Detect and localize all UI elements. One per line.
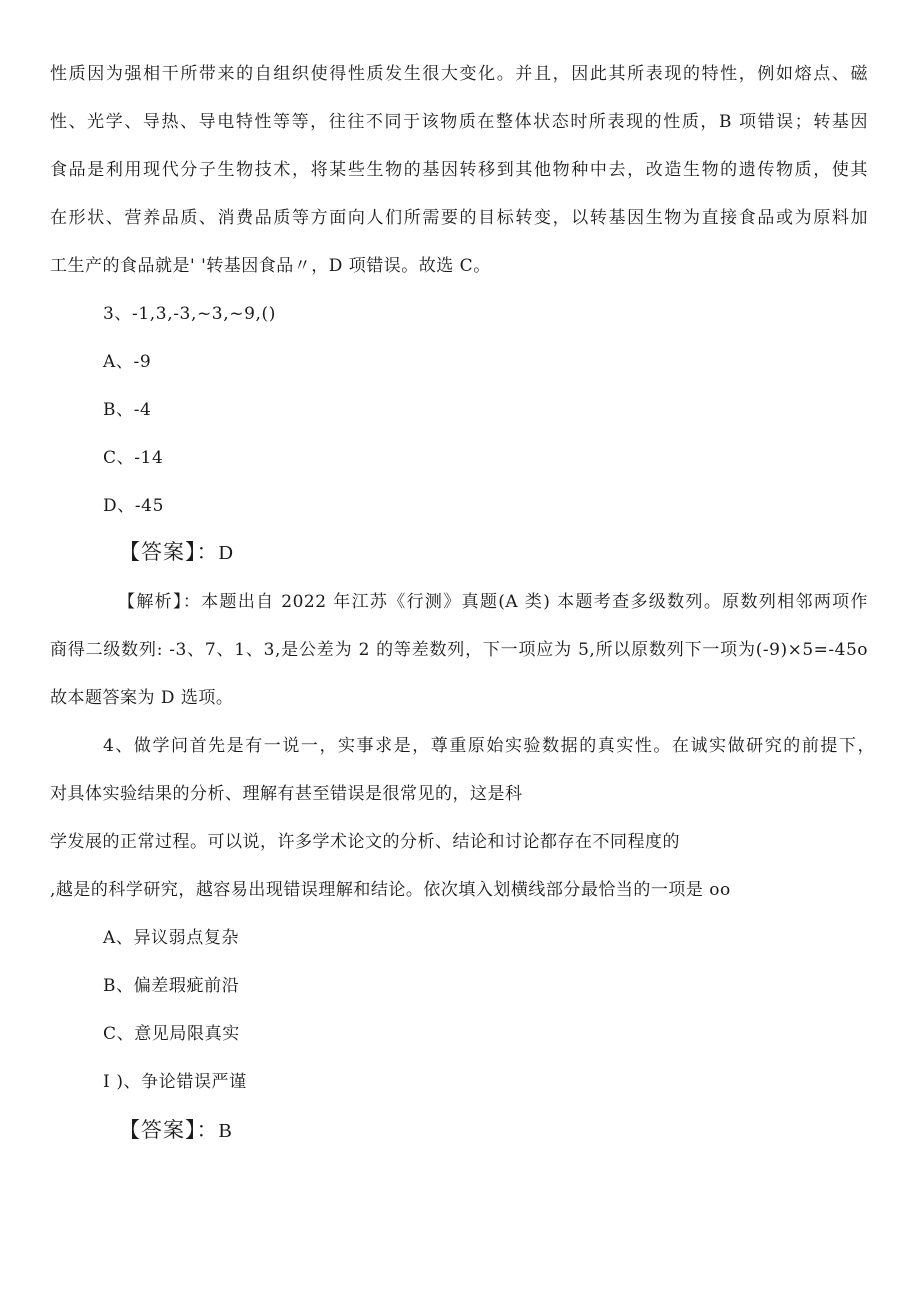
prev-explanation-line-3: 食品是利用现代分子生物技术，将某些生物的基因转移到其他物种中去，改造生物的遗传物质，使其 [50, 160, 868, 180]
q4-answer-label: 【答案】： [119, 1118, 219, 1142]
prev-explanation-line-2: 性、光学、导热、导电特性等等，往往不同于该物质在整体状态时所表现的性质，B 项错误；转基因 [50, 112, 868, 132]
q4-stem-line-2: 对具体实验结果的分析、理解有甚至错误是很常见的，这是科 [50, 784, 523, 804]
q3-answer-letter: D [218, 542, 234, 564]
q3-answer-label: 【答案】： [119, 540, 219, 564]
q4-stem-line-3: 学发展的正常过程。可以说，许多学术论文的分析、结论和讨论都存在不同程度的 [50, 832, 680, 852]
q4-answer-letter: B [218, 1120, 233, 1142]
q4-option-d: I )、争论错误严谨 [103, 1072, 247, 1092]
q3-option-a: A、-9 [103, 352, 152, 372]
prev-explanation-line-5: 工生产的食品就是' '转基因食品〃，D 项错误。故选 C。 [50, 256, 491, 276]
q3-stem: 3、-1,3,-3,~3,~9,() [103, 304, 276, 324]
q3-explanation-line-2: 商得二级数列: -3、7、1、3,是公差为 2 的等差数列，下一项应为 5,所以原数列下一项为(-9)×5=-45o [50, 640, 868, 660]
q4-option-b: B、偏差瑕疵前沿 [103, 976, 240, 996]
q3-answer [119, 540, 234, 565]
q3-explanation-line-3: 故本题答案为 D 选项。 [50, 688, 234, 708]
q3-option-c: C、-14 [103, 448, 164, 468]
prev-explanation-line-4: 在形状、营养品质、消费品质等方面向人们所需要的目标转变，以转基因生物为直接食品或为原料加 [50, 208, 868, 228]
q4-stem-line-4: ,越是的科学研究，越容易出现错误理解和结论。依次填入划横线部分最恰当的一项是 oo [50, 880, 731, 900]
q4-stem-line-1: 4、做学问首先是有一说一，实事求是，尊重原始实验数据的真实性。在诚实做研究的前提下， [103, 736, 875, 756]
q4-option-a: A、异议弱点复杂 [103, 928, 240, 948]
prev-explanation-line-1: 性质因为强相干所带来的自组织使得性质发生很大变化。并且，因此其所表现的特性，例如熔点、磁 [50, 64, 868, 84]
q3-option-b: B、-4 [103, 400, 152, 420]
q4-option-c: C、意见局限真实 [103, 1024, 240, 1044]
q4-answer [119, 1118, 233, 1143]
q3-explanation-line-1: 【解析】：本题出自 2022 年江苏《行测》真题(A 类) 本题考查多级数列。原数列相邻两项作 [118, 592, 868, 612]
q3-option-d: D、-45 [103, 496, 165, 516]
